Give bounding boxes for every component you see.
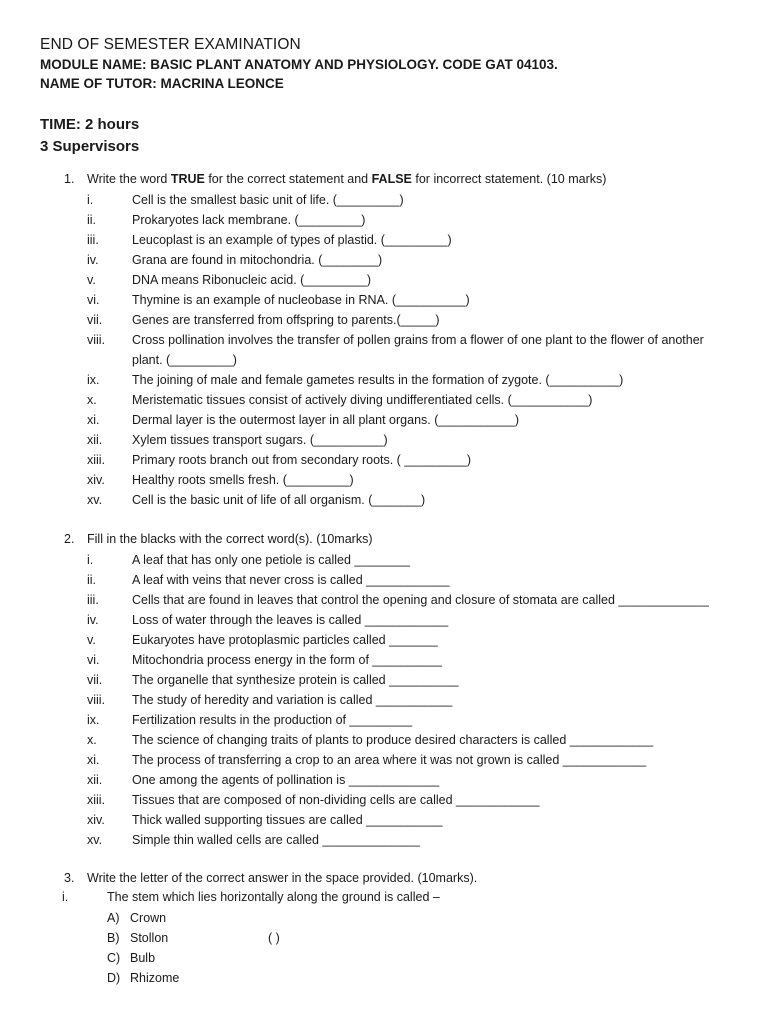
item-text: DNA means Ribonucleic acid. (_________) xyxy=(132,273,372,287)
choice-letter: C) xyxy=(107,951,121,965)
tutor-name: NAME OF TUTOR: MACRINA LEONCE xyxy=(40,76,284,91)
item-number: vii. xyxy=(87,673,103,687)
item-number: xi. xyxy=(87,413,100,427)
item-number: xi. xyxy=(87,753,100,767)
choice-text: Stollon xyxy=(130,931,169,945)
item-number: xiv. xyxy=(87,813,105,827)
item-text: Healthy roots smells fresh. (_________) xyxy=(132,473,354,487)
item-text: Cells that are found in leaves that control the opening and closure of stomata are called _____________ xyxy=(132,593,709,607)
item-number: iv. xyxy=(87,613,99,627)
item-number: vi. xyxy=(87,653,100,667)
module-name: MODULE NAME: BASIC PLANT ANATOMY AND PHYSIOLOGY. CODE GAT 04103. xyxy=(40,57,558,72)
item-text: Cell is the basic unit of life of all organism. (_______) xyxy=(132,493,426,507)
item-number: xiii. xyxy=(87,453,106,467)
choice-letter: B) xyxy=(107,931,120,945)
item-number: v. xyxy=(87,633,96,647)
item-number: v. xyxy=(87,273,96,287)
item-text: Tissues that are composed of non-dividing cells are called ____________ xyxy=(132,793,540,807)
question-1-instruction: Write the word TRUE for the correct statement and FALSE for incorrect statement. (10 marks) xyxy=(87,172,607,186)
item-number: ii. xyxy=(87,573,97,587)
item-text: Prokaryotes lack membrane. (_________) xyxy=(132,213,366,227)
exam-title: END OF SEMESTER EXAMINATION xyxy=(40,36,301,53)
item-number: x. xyxy=(87,733,97,747)
item-number: iii. xyxy=(87,593,99,607)
answer-box[interactable]: ( ) xyxy=(268,931,280,945)
item-number: ii. xyxy=(87,213,97,227)
item-text: Mitochondria process energy in the form of __________ xyxy=(132,653,442,667)
item-number: iii. xyxy=(87,233,99,247)
item-number: viii. xyxy=(87,693,106,707)
item-text: One among the agents of pollination is _____________ xyxy=(132,773,440,787)
item-text: Leucoplast is an example of types of plastid. (_________) xyxy=(132,233,452,247)
choice-letter: D) xyxy=(107,971,121,985)
item-text: Meristematic tissues consist of actively diving undifferentiated cells. (___________) xyxy=(132,393,593,407)
item-text: The stem which lies horizontally along the ground is called – xyxy=(107,890,440,904)
item-number: vii. xyxy=(87,313,103,327)
choice-text: Bulb xyxy=(130,951,156,965)
choice-text: Rhizome xyxy=(130,971,180,985)
item-number: i. xyxy=(87,553,94,567)
item-text: Loss of water through the leaves is called ____________ xyxy=(132,613,449,627)
item-text: Eukaryotes have protoplasmic particles called _______ xyxy=(132,633,438,647)
item-text: Genes are transferred from offspring to parents.(_____) xyxy=(132,313,440,327)
item-number: viii. xyxy=(87,333,106,347)
item-number: ix. xyxy=(87,373,100,387)
item-number: vi. xyxy=(87,293,100,307)
item-text: Thick walled supporting tissues are called ___________ xyxy=(132,813,443,827)
choice-text: Crown xyxy=(130,911,167,925)
item-text: Cell is the smallest basic unit of life. (_________) xyxy=(132,193,404,207)
item-number: xiii. xyxy=(87,793,106,807)
question-number: 3. xyxy=(64,871,75,885)
item-text: The process of transferring a crop to an area where it was not grown is called ____________ xyxy=(132,753,647,767)
item-number: xiv. xyxy=(87,473,105,487)
item-text: Primary roots branch out from secondary roots. ( _________) xyxy=(132,453,472,467)
item-text: Grana are found in mitochondria. (________) xyxy=(132,253,383,267)
item-text: Simple thin walled cells are called ______________ xyxy=(132,833,420,847)
item-number: xv. xyxy=(87,833,103,847)
item-number: xv. xyxy=(87,493,103,507)
item-text: The study of heredity and variation is called ___________ xyxy=(132,693,453,707)
question-3-instruction: Write the letter of the correct answer in the space provided. (10marks). xyxy=(87,871,478,885)
item-number: iv. xyxy=(87,253,99,267)
supervisors: 3 Supervisors xyxy=(40,138,140,155)
item-text: The organelle that synthesize protein is called __________ xyxy=(132,673,459,687)
item-text: Fertilization results in the production of _________ xyxy=(132,713,413,727)
item-text: A leaf with veins that never cross is called ____________ xyxy=(132,573,450,587)
item-text: Xylem tissues transport sugars. (__________) xyxy=(132,433,388,447)
item-number: x. xyxy=(87,393,97,407)
choice-letter: A) xyxy=(107,911,120,925)
question-number: 2. xyxy=(64,532,75,546)
item-text: A leaf that has only one petiole is called ________ xyxy=(132,553,410,567)
item-text: Cross pollination involves the transfer of pollen grains from a flower of one plant to the flower of another plant. (_________) xyxy=(132,333,704,367)
item-number: ix. xyxy=(87,713,100,727)
item-text: The science of changing traits of plants to produce desired characters is called ____________ xyxy=(132,733,654,747)
item-text: Dermal layer is the outermost layer in all plant organs. (___________) xyxy=(132,413,520,427)
question-number: 1. xyxy=(64,172,75,186)
item-number: i. xyxy=(87,193,94,207)
item-text: The joining of male and female gametes results in the formation of zygote. (__________) xyxy=(132,373,624,387)
item-number: xii. xyxy=(87,433,103,447)
item-number: i. xyxy=(62,890,69,904)
item-number: xii. xyxy=(87,773,103,787)
item-text: Thymine is an example of nucleobase in RNA. (__________) xyxy=(132,293,470,307)
question-2-instruction: Fill in the blacks with the correct word(s). (10marks) xyxy=(87,532,373,546)
exam-time: TIME: 2 hours xyxy=(40,116,140,133)
